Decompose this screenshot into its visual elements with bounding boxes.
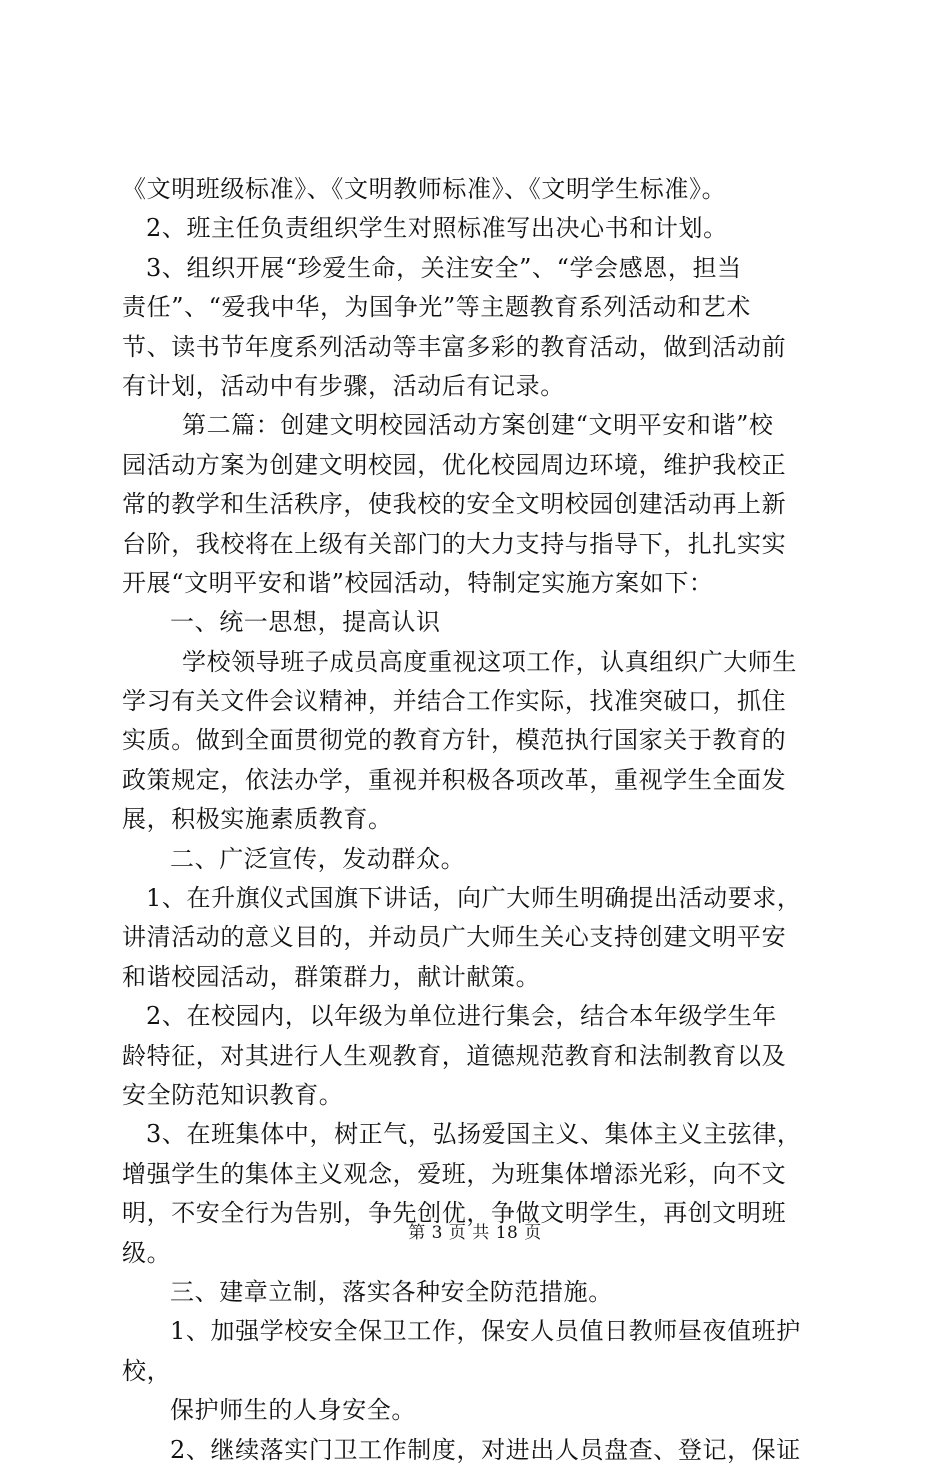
text-line: 《文明班级标准》、《文明教师标准》、《文明学生标准》。 (122, 175, 727, 203)
text-line: 3、在班集体中，树正气，弘扬爱国主义、集体主义主弦律， (146, 1120, 802, 1149)
text-line: 龄特征，对其进行人生观教育，道德规范教育和法制教育以及 (122, 1041, 787, 1070)
text-line: 常的教学和生活秩序，使我校的安全文明校园创建活动再上新 (122, 490, 787, 519)
text-line: 2、在校园内，以年级为单位进行集会，结合本年级学生年 (146, 1002, 777, 1031)
text-line: 讲清活动的意义目的，并动员广大师生关心支持创建文明平安 (122, 923, 787, 952)
text-line: 台阶，我校将在上级有关部门的大力支持与指导下，扎扎实实 (122, 529, 787, 558)
page-number: 第 3 页 共 18 页 (408, 1223, 542, 1243)
text-line: 安全防范知识教育。 (122, 1080, 344, 1109)
text-line: 学校领导班子成员高度重视这项工作，认真组织广大师生 (182, 647, 797, 676)
text-line: 展，积极实施素质教育。 (122, 805, 393, 834)
section-heading: 三、建章立制，落实各种安全防范措施。 (170, 1277, 613, 1306)
text-line: 学习有关文件会议精神，并结合工作实际，找准突破口，抓住 (122, 687, 787, 716)
text-line: 2、班主任负责组织学生对照标准写出决心书和计划。 (146, 214, 728, 243)
text-line: 1、加强学校安全保卫工作，保安人员值日教师昼夜值班护 (170, 1317, 801, 1346)
text-line: 开展“文明平安和谐”校园活动，特制定实施方案如下： (122, 568, 714, 597)
text-line: 政策规定，依法办学，重视并积极各项改革，重视学生全面发 (122, 765, 787, 794)
text-line: 和谐校园活动，群策群力，献计献策。 (122, 962, 541, 991)
section-heading: 一、统一思想，提高认识 (170, 608, 441, 637)
text-line: 明，不安全行为告别，争先创优，争做文明学生，再创文明班 (122, 1199, 787, 1228)
text-line: 园活动方案为创建文明校园，优化校园周边环境，维护我校正 (122, 450, 787, 479)
text-line: 2、继续落实门卫工作制度，对进出人员盘查、登记，保证 (170, 1435, 801, 1464)
text-line: 增强学生的集体主义观念，爱班，为班集体增添光彩，向不文 (122, 1159, 787, 1188)
text-line: 校， (122, 1356, 172, 1385)
text-line: 3、组织开展“珍爱生命，关注安全”、“学会感恩，担当 (146, 253, 742, 282)
text-line: 节、读书节年度系列活动等丰富多彩的教育活动，做到活动前 (122, 332, 787, 361)
text-line: 1、在升旗仪式国旗下讲话，向广大师生明确提出活动要求， (146, 884, 802, 913)
page-footer (0, 1218, 950, 1243)
text-line: 保护师生的人身安全。 (170, 1396, 416, 1425)
text-line: 有计划，活动中有步骤，活动后有记录。 (122, 371, 565, 400)
section-heading: 二、广泛宣传，发动群众。 (170, 844, 466, 873)
text-line: 第二篇：创建文明校园活动方案创建“文明平安和谐”校 (182, 411, 774, 440)
text-line: 级。 (122, 1238, 172, 1267)
text-line: 实质。做到全面贯彻党的教育方针，模范执行国家关于教育的 (122, 726, 787, 755)
text-line: 责任”、“爱我中华，为国争光”等主题教育系列活动和艺术 (122, 293, 752, 322)
document-body (122, 170, 838, 1470)
